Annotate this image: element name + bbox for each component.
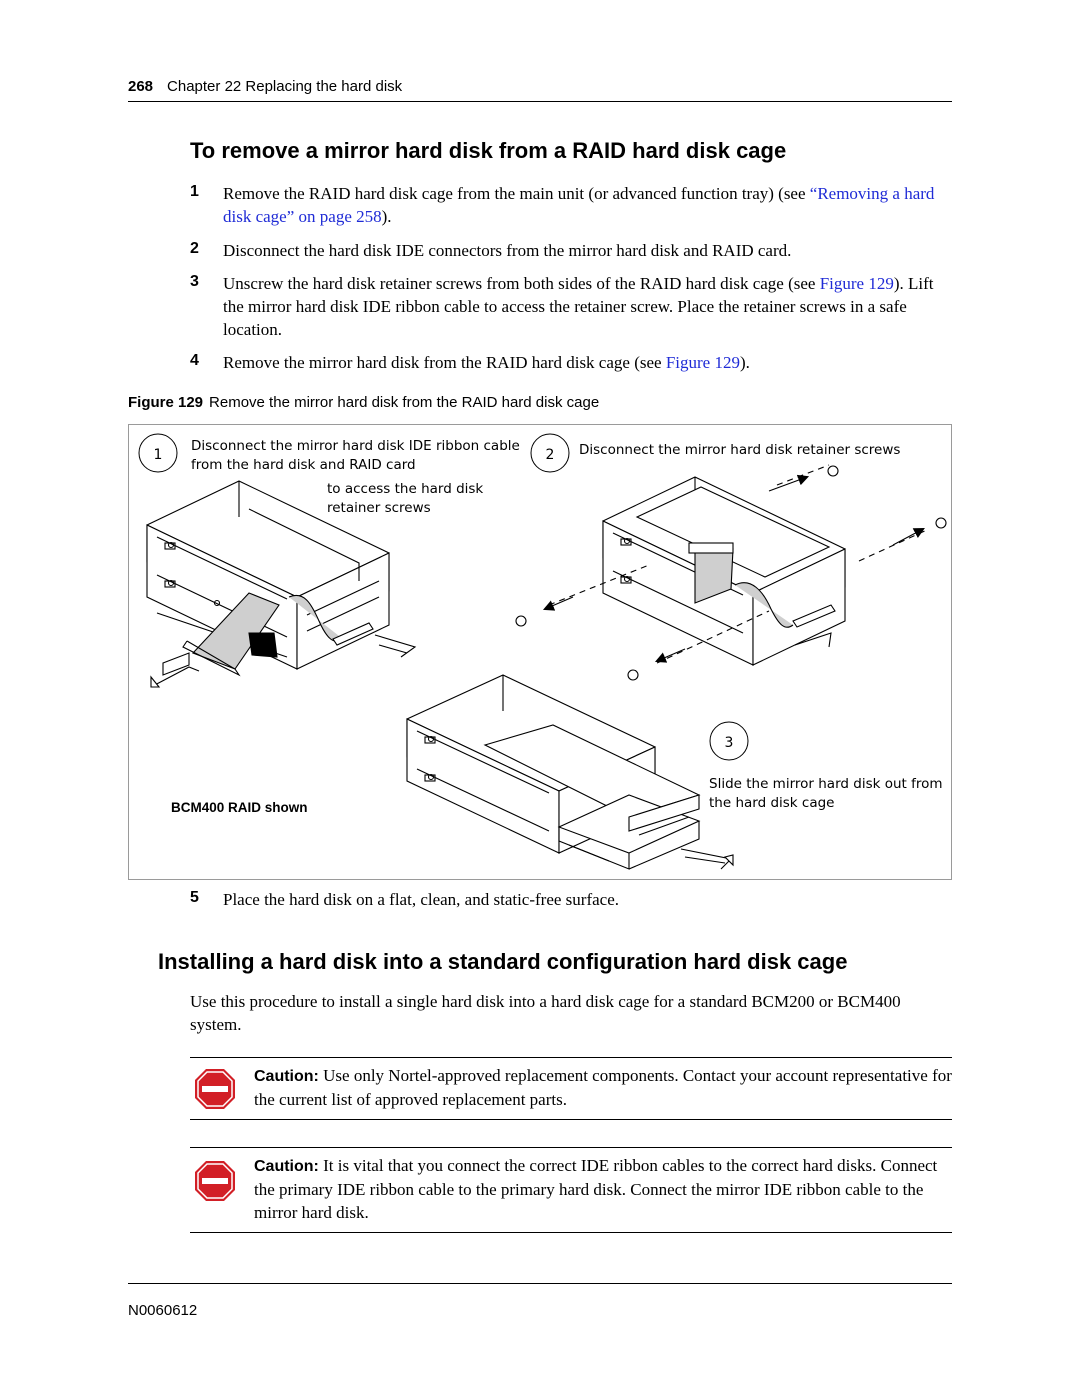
stop-sign-icon: [194, 1160, 236, 1202]
cross-reference-link[interactable]: “Removing a hard disk cage” on page 258: [223, 184, 935, 226]
callout-2-text: Disconnect the mirror hard disk retainer screws: [579, 442, 901, 458]
section-heading-remove: To remove a mirror hard disk from a RAID hard disk cage: [190, 138, 787, 163]
callout-1-line3: to access the hard disk: [327, 481, 484, 497]
stop-sign-icon: [194, 1068, 236, 1110]
step-number: 3: [190, 273, 199, 290]
callout-3-line1: Slide the mirror hard disk out from: [709, 776, 943, 792]
step-text: Remove the RAID hard disk cage from the main unit (or advanced function tray) (see “Removing a hard disk cage” on page 258).: [223, 184, 935, 226]
figure-link[interactable]: Figure 129: [665, 353, 740, 372]
step-number: 4: [190, 352, 199, 369]
callout-1-line2: from the hard disk and RAID card: [191, 457, 416, 473]
cage-2-drawing: [516, 465, 946, 680]
running-header: [128, 78, 952, 95]
page-number: 268: [128, 78, 154, 95]
callout-3-line2: the hard disk cage: [709, 795, 835, 811]
figure-129: [128, 424, 952, 880]
cage-3-drawing: [407, 675, 733, 869]
model-note: BCM400 RAID shown: [171, 800, 308, 815]
callout-1-number: 1: [153, 447, 163, 463]
step-number: 5: [190, 889, 199, 906]
caution-box-1: [190, 1057, 952, 1120]
figure-link[interactable]: Figure 129: [819, 274, 894, 293]
step-text: Remove the mirror hard disk from the RAID hard disk cage (see Figure 129).: [223, 353, 750, 372]
step-number: 2: [190, 240, 199, 257]
step-number: 1: [190, 183, 199, 200]
step-text: Disconnect the hard disk IDE connectors from the mirror hard disk and RAID card.: [223, 241, 792, 260]
callout-1-line1: Disconnect the mirror hard disk IDE ribbon cable: [191, 438, 520, 454]
callout-2-number: 2: [545, 447, 555, 463]
chapter-title: Chapter 22 Replacing the hard disk: [167, 78, 403, 95]
callout-3-number: 3: [724, 735, 734, 751]
callout-1-line4: retainer screws: [327, 500, 431, 516]
raid-cage-illustration: [129, 425, 953, 881]
caution-box-2: [190, 1147, 952, 1233]
figure-caption: Figure 129 Remove the mirror hard disk from the RAID hard disk cage: [128, 394, 600, 411]
footer-rule: [128, 1283, 952, 1284]
step-text: Unscrew the hard disk retainer screws from both sides of the RAID hard disk cage (see Figure 129). Lift the mirror hard disk IDE ribbon cable to access the retainer screw. Place the retainer screws in a safe location.: [223, 274, 934, 339]
callout-3: [709, 722, 943, 811]
caution-text: Caution: Use only Nortel-approved replacement components. Contact your account representative for the current list of approved replacement parts.: [254, 1066, 952, 1109]
section-heading-install: Installing a hard disk into a standard configuration hard disk cage: [158, 949, 848, 974]
caution-text: Caution: It is vital that you connect the correct IDE ribbon cables to the correct hard disks. Connect the primary IDE ribbon cable to the primary hard disk. Connect the mirror IDE ribbon cable to the mirror hard disk.: [254, 1156, 938, 1222]
install-intro: Use this procedure to install a single hard disk into a hard disk cage for a standard BCM200 or BCM400 system.: [190, 992, 901, 1034]
document-code: N0060612: [128, 1302, 198, 1319]
callout-2: [531, 434, 900, 472]
step-text: Place the hard disk on a flat, clean, and static-free surface.: [223, 890, 620, 909]
header-rule: [128, 101, 952, 102]
